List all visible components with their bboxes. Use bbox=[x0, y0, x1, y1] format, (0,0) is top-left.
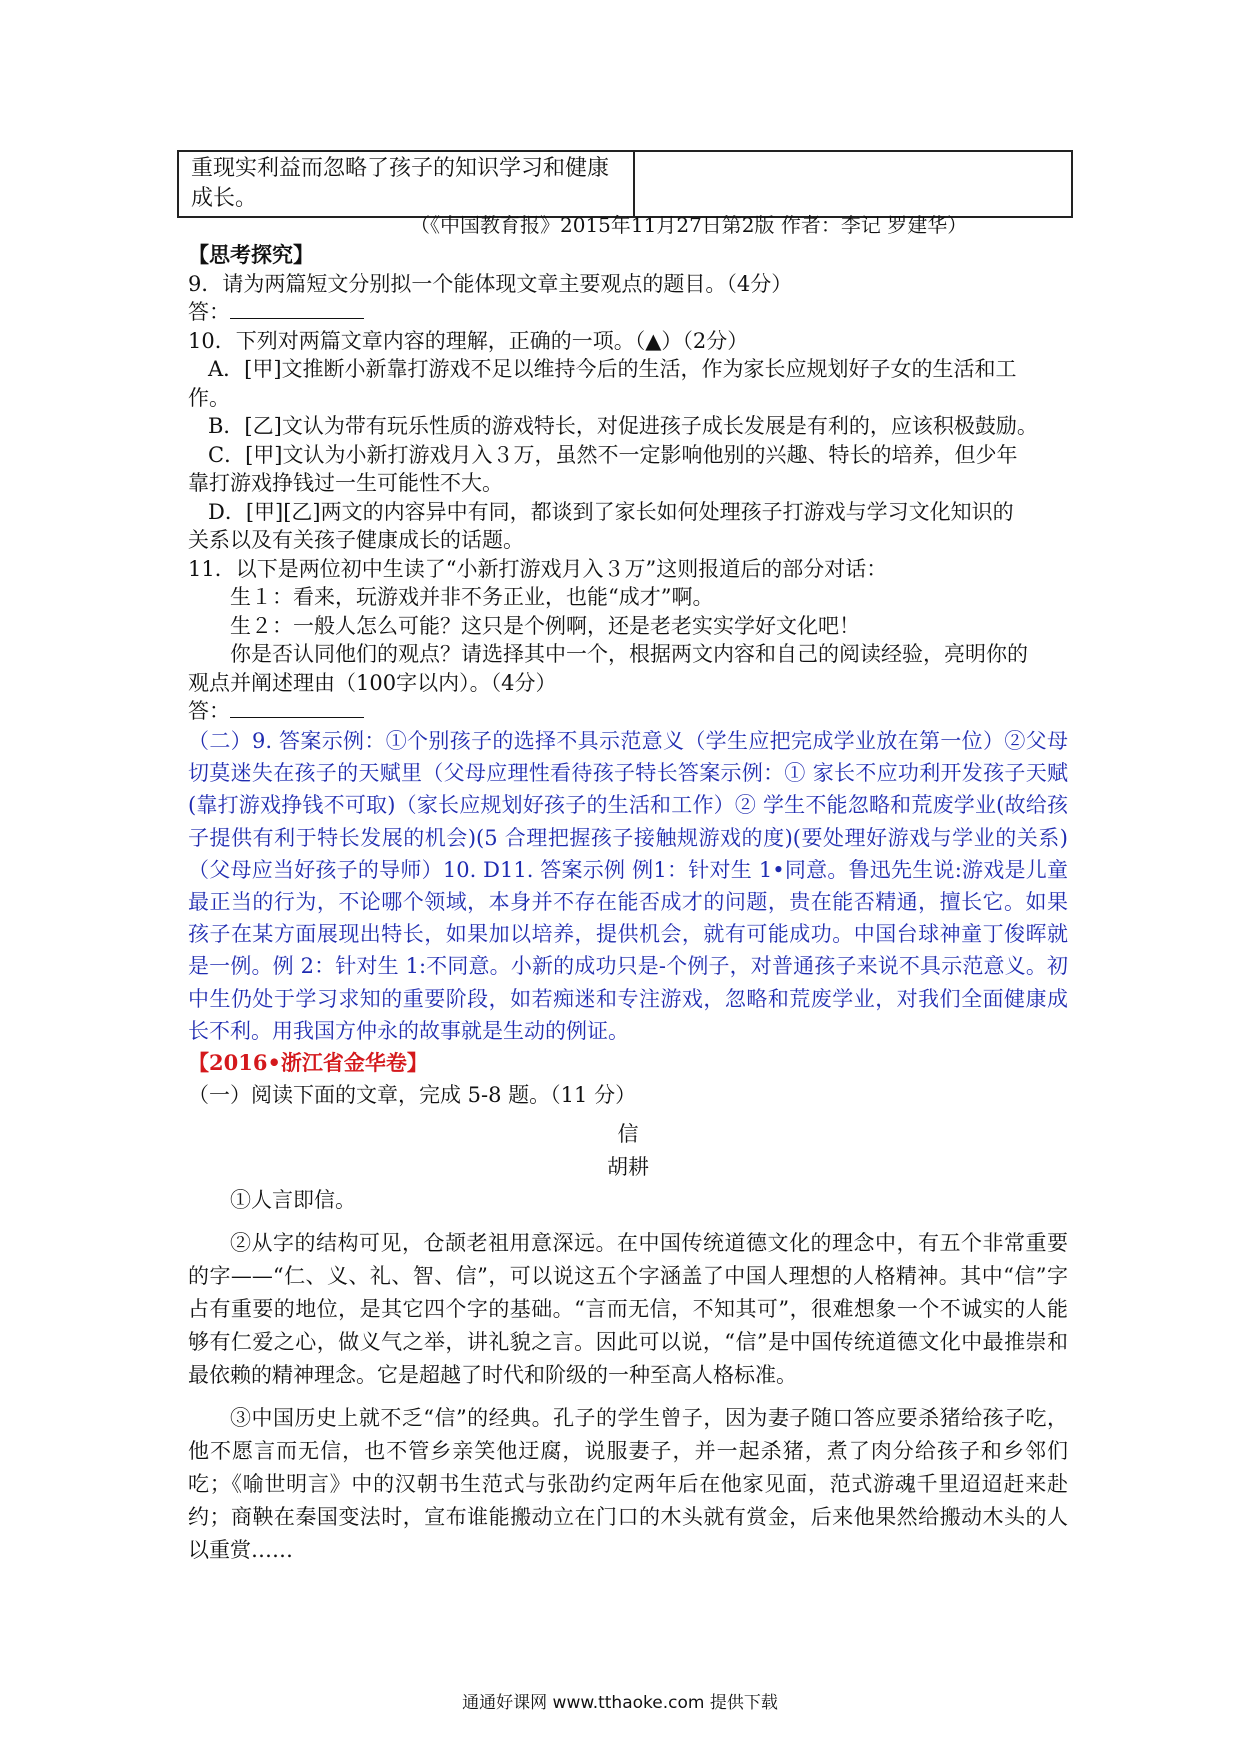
table-cell-right bbox=[634, 151, 1072, 217]
article-title: 信 bbox=[617, 1122, 639, 1146]
question-11-prompt-cont: 观点并阐述理由（100字以内）。（4分） bbox=[188, 670, 557, 695]
article-paragraph: ②从字的结构可见，仓颉老祖用意深远。在中国传统道德文化的理念中，有五个非常重要的字——“仁、义、礼、智、信”，可以说这五个字涵盖了中国人理想的人格精神。其中“信”字占有重要的地位，是其它四个字的基础。“言而无信，不知其可”，很难想象一个不诚实的人能够有仁爱之心，做义气之举，讲礼貌之言。因此可以说，“信”是中国传统道德文化中最推崇和最依赖的精神理念。它是超越了时代和阶级的一种至高人格标准。 bbox=[188, 1231, 1068, 1387]
option-d: D．[甲][乙]两文的内容异中有同，都谈到了家长如何处理孩子打游戏与学习文化知识的 bbox=[208, 499, 1014, 524]
question-11-prompt: 你是否认同他们的观点？请选择其中一个，根据两文内容和自己的阅读经验，亮明你的 bbox=[230, 642, 1028, 666]
option-c-cont: 靠打游戏挣钱过一生可能性不大。 bbox=[188, 471, 503, 495]
section-heading: 【思考探究】 bbox=[188, 242, 314, 267]
page-footer: 通通好课网 www.tthaoke.com 提供下载 bbox=[462, 1693, 778, 1713]
option-a-cont: 作。 bbox=[188, 385, 230, 410]
answer-label: 答： bbox=[188, 699, 230, 723]
answer-blank[interactable] bbox=[230, 298, 364, 319]
option-c: C．[甲]文认为小新打游戏月入３万，虽然不一定影响他别的兴趣、特长的培养，但少年 bbox=[208, 442, 1018, 467]
article-paragraph: ①人言即信。 bbox=[230, 1188, 356, 1212]
answer-label: 答： bbox=[188, 300, 230, 324]
reading-intro: （一）阅读下面的文章，完成 5-8 题。（11 分） bbox=[188, 1083, 637, 1108]
table-cell-line: 重现实利益而忽略了孩子的知识学习和健康 bbox=[191, 156, 610, 181]
question-11: 11．以下是两位初中生读了“小新打游戏月入３万”这则报道后的部分对话： bbox=[188, 556, 888, 581]
table-cell-left bbox=[178, 151, 634, 217]
answer-key-text: （二）9. 答案示例：①个别孩子的选择不具示范意义（学生应把完成学业放在第一位）②父母切莫迷失在孩子的天赋里（父母应理性看待孩子特长答案示例：① 家长不应功利开发孩子天赋(靠打游戏挣钱不可取)（家长应规划好孩子的生活和工作）② 学生不能忽略和荒废学业(故给孩子提供有利于特长发展的机会)(5 合理把握孩子接触规游戏的度)(要处理好游戏与学业的关系)（父母应当好孩子的导师）10. D11. 答案示例 例1：针对生 1•同意。鲁迅先生说:游戏是儿童最正当的行为，不论哪个领域，本身并不存在能否成才的问题，贵在能否精通，擅长它。如果孩子在某方面展现出特长，如果加以培养，提供机会，就有可能成功。中国台球神童丁俊晖就是一例。例 2：针对生 1:不同意。小新的成功只是-个例子，对普通孩子来说不具示范意义。初中生仍处于学习求知的重要阶段，如若痴迷和专注游戏，忽略和荒废学业，对我们全面健康成长不利。用我国方仲永的故事就是生动的例证。 bbox=[188, 729, 1068, 1043]
table-row bbox=[178, 151, 1072, 217]
dialog-line: 生１：看来，玩游戏并非不务正业，也能“成才”啊。 bbox=[230, 585, 714, 609]
exam-title: 【2016•浙江省金华卷】 bbox=[188, 1050, 428, 1076]
option-a: A．[甲]文推断小新靠打游戏不足以维持今后的生活，作为家长应规划好子女的生活和工 bbox=[208, 357, 1017, 381]
option-d-cont: 关系以及有关孩子健康成长的话题。 bbox=[188, 528, 524, 552]
answer-key bbox=[188, 725, 1068, 1111]
comparison-table bbox=[177, 150, 1073, 218]
question-10: 10．下列对两篇文章内容的理解，正确的一项。（▲）（2分） bbox=[188, 328, 749, 353]
question-9: 9．请为两篇短文分别拟一个能体现文章主要观点的题目。（4分） bbox=[188, 271, 793, 296]
article-source: （《中国教育报》2015年11月27日第2版 作者：李记 罗建华） bbox=[410, 213, 968, 237]
article bbox=[188, 1118, 1068, 1567]
answer-line-11 bbox=[188, 697, 1068, 726]
table-cell-line: 成长。 bbox=[191, 186, 258, 211]
questions-section bbox=[188, 241, 1068, 726]
answer-line-9 bbox=[188, 298, 1068, 327]
article-author: 胡耕 bbox=[607, 1155, 649, 1179]
article-paragraph: ③中国历史上就不乏“信”的经典。孔子的学生曾子，因为妻子随口答应要杀猪给孩子吃，他不愿言而无信，也不管乡亲笑他迂腐，说服妻子，并一起杀猪，煮了肉分给孩子和乡邻们吃；《喻世明言》中的汉朝书生范式与张劭约定两年后在他家见面，范式游魂千里迢迢赶来赴约；商鞅在秦国变法时，宣布谁能搬动立在门口的木头就有赏金，后来他果然给搬动木头的人以重赏…… bbox=[188, 1406, 1068, 1562]
answer-blank[interactable] bbox=[230, 697, 364, 718]
dialog-line: 生２：一般人怎么可能？这只是个例啊，还是老老实实学好文化吧！ bbox=[230, 613, 860, 638]
option-b: B．[乙]文认为带有玩乐性质的游戏特长，对促进孩子成长发展是有利的，应该积极鼓励。 bbox=[208, 414, 1038, 438]
